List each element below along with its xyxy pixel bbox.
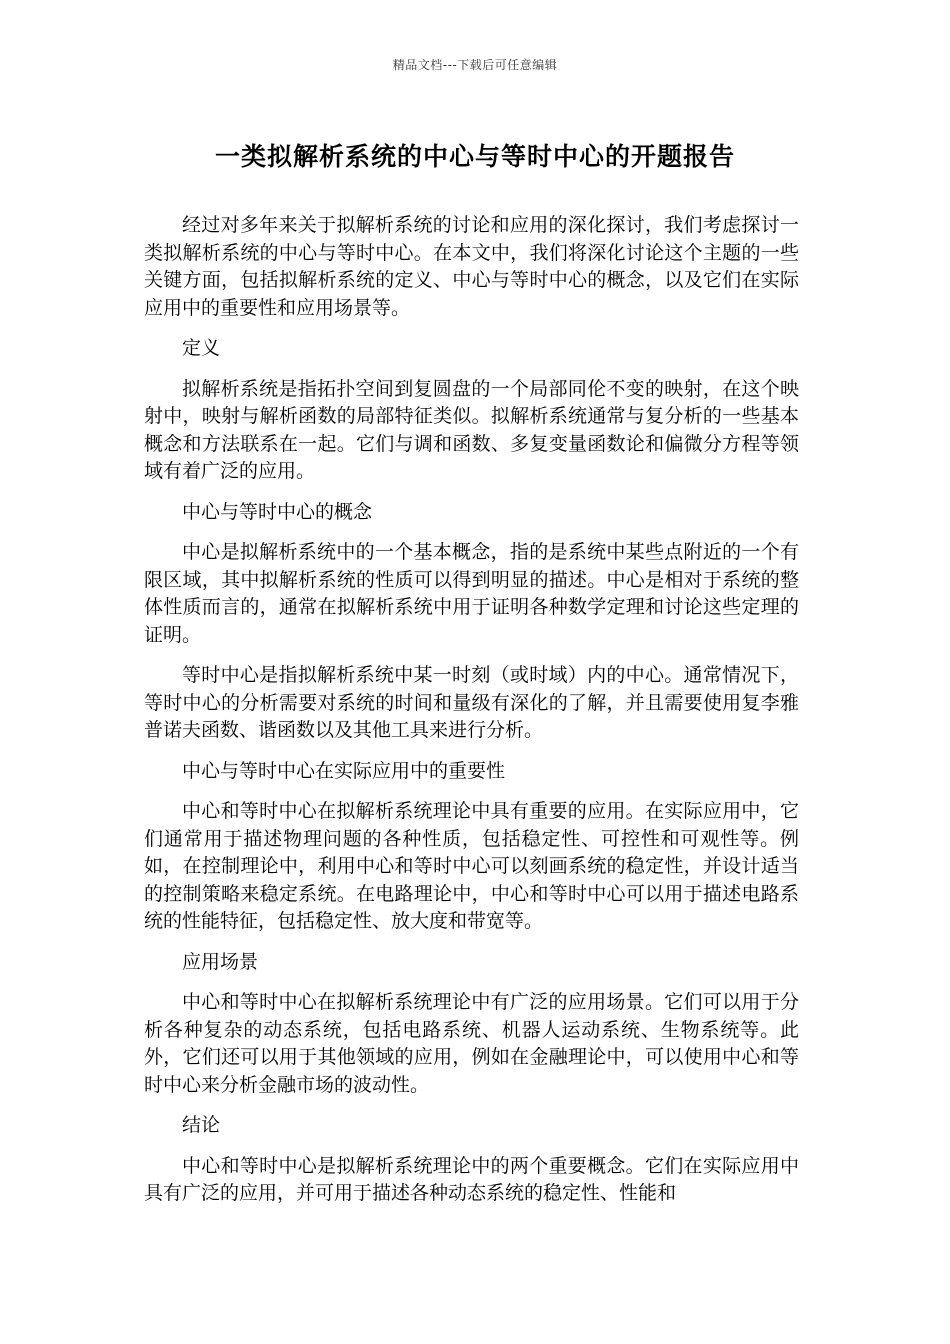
section-heading-conclusion: 结论 (182, 1114, 221, 1136)
paragraph-center: 中心是拟解析系统中的一个基本概念，指的是系统中某些点附近的一个有限区域，其中拟解析系统的性质可以得到明显的描述。中心是相对于系统的整体性质而言的，通常在拟解析系统中用于证明各种数学定理和讨论这些定理的证明。 (144, 541, 799, 646)
document-body (144, 212, 799, 1221)
paragraph-conclusion: 中心和等时中心是拟解析系统理论中的两个重要概念。它们在实际应用中具有广泛的应用，并可用于描述各种动态系统的稳定性、性能和 (144, 1154, 799, 1204)
section-heading-concepts: 中心与等时中心的概念 (182, 500, 373, 523)
section-heading-scenarios: 应用场景 (182, 950, 259, 973)
section-heading-definition: 定义 (182, 337, 221, 359)
paragraph-importance: 中心和等时中心在拟解析系统理论中具有重要的应用。在实际应用中，它们通常用于描述物理问题的各种性质，包括稳定性、可控性和可观性等。例如，在控制理论中，利用中心和等时中心可以刻画系统的稳定性，并设计适当的控制策略来稳定系统。在电路理论中，中心和等时中心可以用于描述电路系统的性能特征，包括稳定性、放大度和带宽等。 (144, 800, 799, 932)
document-title: 一类拟解析系统的中心与等时中心的开题报告 (214, 142, 735, 171)
paragraph-isochronous-center: 等时中心是指拟解析系统中某一时刻（或时域）内的中心。通常情况下，等时中心的分析需要对系统的时间和量级有深化的了解，并且需要使用复李雅普诺夫函数、谐函数以及其他工具来进行分析。 (144, 664, 799, 741)
paragraph-intro: 经过对多年来关于拟解析系统的讨论和应用的深化探讨，我们考虑探讨一类拟解析系统的中心与等时中心。在本文中，我们将深化讨论这个主题的一些关键方面，包括拟解析系统的定义、中心与等时中心的概念，以及它们在实际应用中的重要性和应用场景等。 (144, 214, 799, 319)
paragraph-scenarios: 中心和等时中心在拟解析系统理论中有广泛的应用场景。它们可以用于分析各种复杂的动态系统，包括电路系统、机器人运动系统、生物系统等。此外，它们还可以用于其他领域的应用，例如在金融理论中，可以使用中心和等时中心来分析金融市场的波动性。 (144, 991, 799, 1096)
section-heading-importance: 中心与等时中心在实际应用中的重要性 (182, 759, 506, 782)
paragraph-definition: 拟解析系统是指拓扑空间到复圆盘的一个局部同伦不变的映射，在这个映射中，映射与解析函数的局部特征类似。拟解析系统通常与复分析的一些基本概念和方法联系在一起。它们与调和函数、多复变量函数论和偏微分方程等领域有着广泛的应用。 (144, 377, 799, 482)
header-note: 精品文档---下载后可任意编辑 (392, 58, 558, 72)
